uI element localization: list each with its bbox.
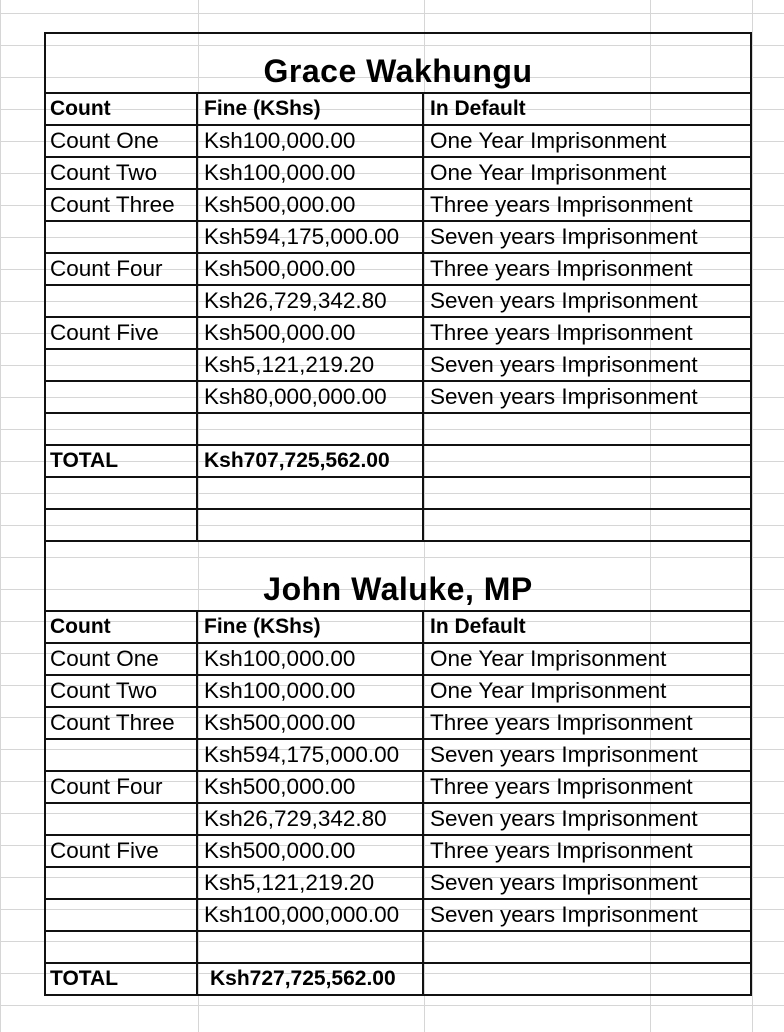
empty-cell[interactable]	[424, 478, 752, 508]
empty-cell[interactable]	[424, 510, 752, 540]
fine-cell[interactable]: Ksh100,000.00	[198, 158, 424, 188]
fine-cell[interactable]: Ksh100,000.00	[198, 126, 424, 156]
grid-column-line	[0, 0, 1, 1032]
section-john-waluke	[44, 542, 752, 996]
fine-cell[interactable]: Ksh500,000.00	[198, 254, 424, 284]
table-row	[44, 772, 752, 804]
empty-cell[interactable]	[44, 478, 198, 508]
default-cell[interactable]: Three years Imprisonment	[430, 320, 693, 345]
fine-cell[interactable]: Ksh5,121,219.20	[198, 350, 424, 380]
table-row	[44, 190, 752, 222]
fine-cell[interactable]: Ksh26,729,342.80	[198, 804, 424, 834]
default-cell[interactable]: Seven years Imprisonment	[430, 288, 698, 313]
header-in-default[interactable]: In Default	[430, 615, 526, 638]
default-cell[interactable]: Seven years Imprisonment	[430, 352, 698, 377]
fine-cell[interactable]: Ksh100,000,000.00	[198, 900, 424, 930]
empty-row	[44, 478, 752, 510]
total-row	[44, 964, 752, 996]
empty-cell[interactable]	[198, 478, 424, 508]
table-row	[44, 644, 752, 676]
table-row	[44, 254, 752, 286]
count-cell[interactable]: Count One	[44, 644, 198, 674]
count-cell[interactable]: Count Two	[44, 676, 198, 706]
table-header-row	[44, 94, 752, 126]
fine-cell[interactable]: Ksh80,000,000.00	[198, 382, 424, 412]
table-row	[44, 900, 752, 932]
fine-cell[interactable]: Ksh500,000.00	[198, 772, 424, 802]
total-label[interactable]: TOTAL	[44, 446, 198, 476]
count-cell[interactable]: Count One	[44, 126, 198, 156]
table-row	[44, 286, 752, 318]
empty-cell[interactable]	[424, 964, 752, 994]
table-row	[44, 836, 752, 868]
fine-cell[interactable]: Ksh594,175,000.00	[198, 222, 424, 252]
title-cell[interactable]	[44, 542, 752, 612]
header-in-default[interactable]: In Default	[430, 97, 526, 120]
default-cell[interactable]: Seven years Imprisonment	[430, 384, 698, 409]
count-cell[interactable]: Count Three	[44, 190, 198, 220]
table-row	[44, 740, 752, 772]
section-grace-wakhungu	[44, 32, 752, 542]
count-cell[interactable]	[44, 222, 198, 252]
table-row	[44, 318, 752, 350]
fine-cell[interactable]: Ksh100,000.00	[198, 644, 424, 674]
default-cell[interactable]: Seven years Imprisonment	[430, 870, 698, 895]
empty-cell[interactable]	[198, 510, 424, 540]
empty-row	[44, 510, 752, 542]
empty-row	[44, 932, 752, 964]
count-cell[interactable]: Count Two	[44, 158, 198, 188]
empty-cell[interactable]	[198, 932, 424, 962]
table-row	[44, 676, 752, 708]
table-row	[44, 350, 752, 382]
fine-cell[interactable]: Ksh5,121,219.20	[198, 868, 424, 898]
count-cell[interactable]	[44, 382, 198, 412]
fine-cell[interactable]: Ksh500,000.00	[198, 318, 424, 348]
total-label[interactable]: TOTAL	[44, 964, 198, 994]
count-cell[interactable]	[44, 740, 198, 770]
count-cell[interactable]	[44, 286, 198, 316]
count-cell[interactable]	[44, 868, 198, 898]
total-row	[44, 446, 752, 478]
header-fine[interactable]: Fine (KShs)	[198, 612, 424, 642]
default-cell[interactable]: Three years Imprisonment	[430, 838, 693, 863]
default-cell[interactable]: One Year Imprisonment	[430, 678, 667, 703]
count-cell[interactable]: Count Five	[44, 836, 198, 866]
default-cell[interactable]: Three years Imprisonment	[430, 710, 693, 735]
empty-cell[interactable]	[44, 932, 198, 962]
header-count[interactable]: Count	[44, 94, 198, 124]
empty-cell[interactable]	[198, 414, 424, 444]
table-row	[44, 804, 752, 836]
default-cell[interactable]: One Year Imprisonment	[430, 646, 667, 671]
count-cell[interactable]: Count Four	[44, 254, 198, 284]
total-value[interactable]: Ksh707,725,562.00	[198, 446, 424, 476]
table-row	[44, 158, 752, 190]
default-cell[interactable]: One Year Imprisonment	[430, 128, 667, 153]
header-count[interactable]: Count	[44, 612, 198, 642]
default-cell[interactable]: Seven years Imprisonment	[430, 224, 698, 249]
total-value[interactable]: Ksh727,725,562.00	[198, 964, 424, 994]
default-cell[interactable]: Three years Imprisonment	[430, 256, 693, 281]
fine-cell[interactable]: Ksh500,000.00	[198, 836, 424, 866]
grid-column-line	[752, 0, 753, 1032]
default-cell[interactable]: Seven years Imprisonment	[430, 806, 698, 831]
table-row	[44, 222, 752, 254]
header-fine[interactable]: Fine (KShs)	[198, 94, 424, 124]
fine-cell[interactable]: Ksh500,000.00	[198, 708, 424, 738]
section-title: John Waluke, MP	[263, 571, 533, 607]
fine-cell[interactable]: Ksh500,000.00	[198, 190, 424, 220]
table-row	[44, 708, 752, 740]
default-cell[interactable]: One Year Imprisonment	[430, 160, 667, 185]
count-cell[interactable]: Count Four	[44, 772, 198, 802]
default-cell[interactable]: Seven years Imprisonment	[430, 742, 698, 767]
empty-cell[interactable]	[424, 932, 752, 962]
count-cell[interactable]: Count Five	[44, 318, 198, 348]
empty-row	[44, 414, 752, 446]
fine-cell[interactable]: Ksh100,000.00	[198, 676, 424, 706]
empty-cell[interactable]	[44, 414, 198, 444]
default-cell[interactable]: Three years Imprisonment	[430, 774, 693, 799]
fine-cell[interactable]: Ksh26,729,342.80	[198, 286, 424, 316]
empty-cell[interactable]	[44, 510, 198, 540]
table-row	[44, 126, 752, 158]
table-header-row	[44, 612, 752, 644]
count-cell[interactable]	[44, 804, 198, 834]
count-cell[interactable]	[44, 350, 198, 380]
fine-cell[interactable]: Ksh594,175,000.00	[198, 740, 424, 770]
title-cell[interactable]	[44, 32, 752, 94]
section-title: Grace Wakhungu	[263, 53, 533, 89]
default-cell[interactable]: Seven years Imprisonment	[430, 902, 698, 927]
default-cell[interactable]: Three years Imprisonment	[430, 192, 693, 217]
table-row	[44, 382, 752, 414]
empty-cell[interactable]	[424, 446, 752, 476]
count-cell[interactable]	[44, 900, 198, 930]
empty-cell[interactable]	[424, 414, 752, 444]
count-cell[interactable]: Count Three	[44, 708, 198, 738]
table-row	[44, 868, 752, 900]
